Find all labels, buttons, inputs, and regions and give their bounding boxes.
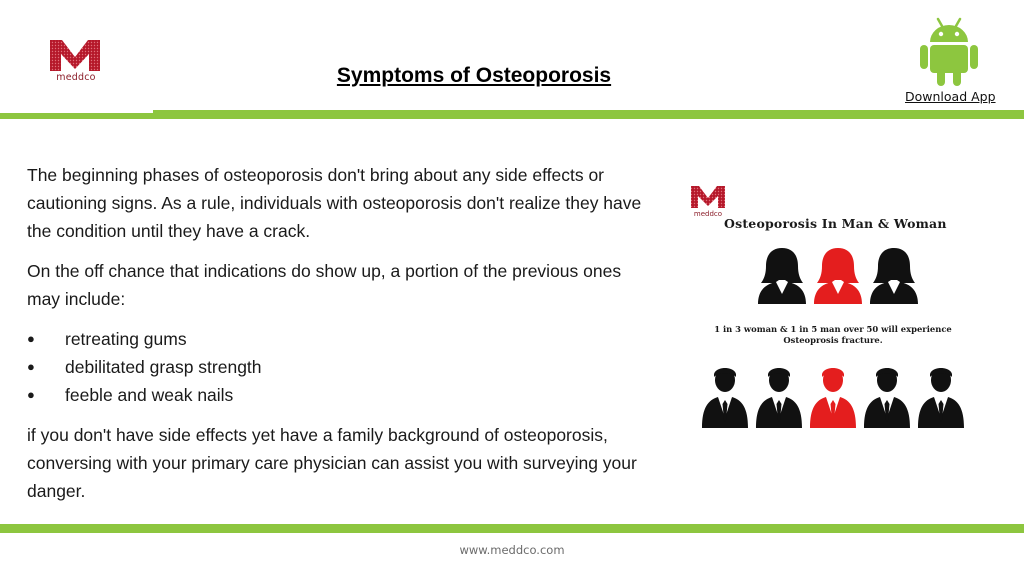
list-item: ● debilitated grasp strength [27,353,657,381]
main-content [27,161,657,517]
list-item: ● feeble and weak nails [27,381,657,409]
page-title-text: Symptoms of Osteoporosis [336,64,612,87]
list-item: ● retreating gums [27,325,657,353]
woman-figure [866,246,922,304]
infographic-stat [698,324,968,346]
page-title [0,64,1024,88]
infographic-logo-text: meddco [693,210,723,218]
woman-figure-highlighted [810,246,866,304]
man-figure [916,366,966,428]
man-figure [700,366,750,428]
intro-paragraph: The beginning phases of osteoporosis don't bring about any side effects or cautioning signs. As a rule, individuals with osteoporosis don't realize they have the condition until they have a crack. [27,165,642,241]
infographic-stat-line2: Osteoprosis fracture. [783,335,883,345]
infographic-meddco-logo [690,184,726,218]
men-figures [700,366,970,428]
top-divider-notch [0,110,153,113]
infographic-stat-line1: 1 in 3 woman & 1 in 5 man over 50 will experience [714,324,952,334]
man-figure [862,366,912,428]
download-app-link[interactable]: Download App [905,89,996,104]
man-figure-highlighted [808,366,858,428]
man-figure [754,366,804,428]
infographic-title: Osteoporosis In Man & Woman [724,216,947,231]
women-figures [754,246,922,304]
indications-paragraph: On the off chance that indications do show up, a portion of the previous ones may include: [27,261,622,309]
woman-figure [754,246,810,304]
android-icon[interactable] [918,15,980,87]
top-divider [0,110,1024,119]
advice-paragraph: if you don't have side effects yet have a family background of osteoporosis, conversing with your primary care physician can assist you with surveying your danger. [27,425,637,501]
footer-url: www.meddco.com [459,543,565,557]
bottom-divider [0,524,1024,533]
meddco-logo-text: meddco [56,72,96,83]
symptom-list [27,325,657,409]
osteoporosis-infographic [690,180,980,430]
